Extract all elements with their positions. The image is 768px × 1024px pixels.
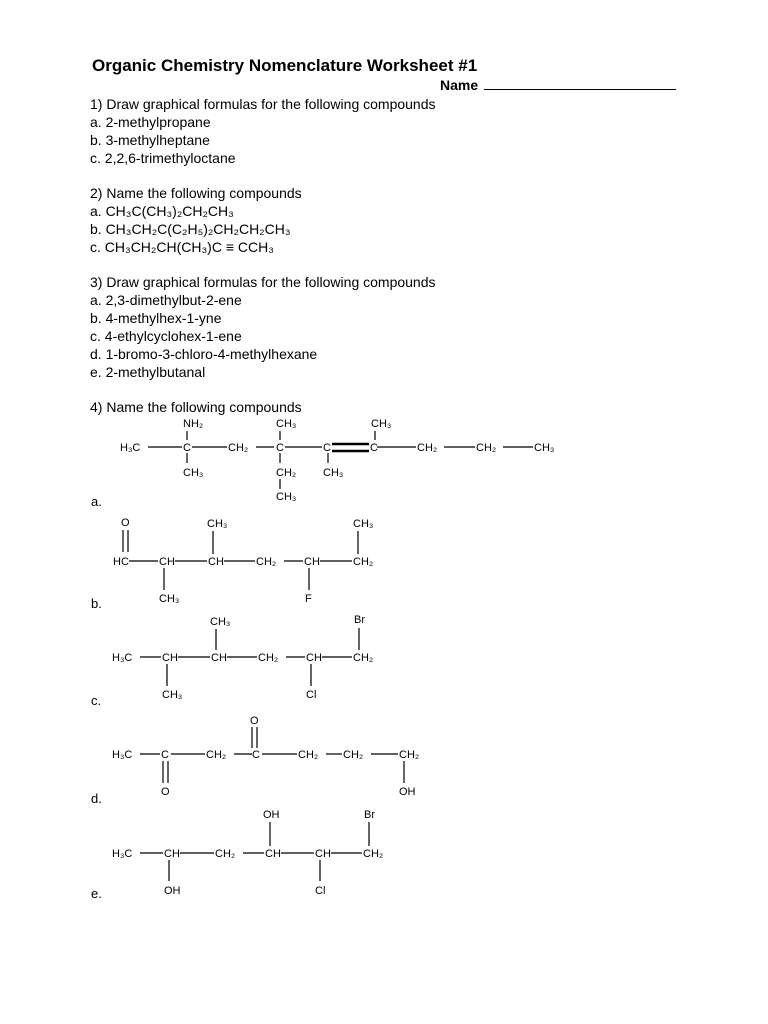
d-c2: C [161,749,169,761]
a-ch2-2: CH₂ [417,442,438,454]
e-ch-2: CH [164,848,180,860]
b-ch2-end: CH₂ [353,556,374,568]
a-nh2: NH₂ [183,418,204,430]
q4-letter-a: a. [91,494,102,509]
c-ch2: CH₂ [258,652,279,664]
q3-item-d: d. 1-bromo-3-chloro-4-methylhexane [90,346,318,362]
q2-item-a: a. CH₃C(CH₃)₂CH₂CH₃ [90,203,234,219]
d-h3c: H₃C [112,749,133,761]
worksheet-title: Organic Chemistry Nomenclature Worksheet #1 [92,56,478,75]
d-o-top: O [250,715,259,727]
e-oh-low: OH [164,885,181,897]
e-ch2-end: CH₂ [363,848,384,860]
c-h3c: H₃C [112,652,133,664]
a-c5: C [323,442,331,454]
d-c4: C [252,749,260,761]
e-cl: Cl [315,885,326,897]
q3-item-a: a. 2,3-dimethylbut-2-ene [90,292,242,308]
b-o: O [121,517,130,529]
a-c2: C [183,442,191,454]
q1-item-b: b. 3-methylheptane [90,132,210,148]
structure-a [0,410,768,510]
e-ch-5: CH [315,848,331,860]
c-ch-5: CH [306,652,322,664]
a-c4: C [276,442,284,454]
q2-prompt: 2) Name the following compounds [90,185,302,201]
q4-letter-b: b. [91,596,102,611]
e-h3c: H₃C [112,848,133,860]
a-c6: C [370,442,378,454]
q2-item-b: b. CH₃CH₂C(C₂H₅)₂CH₂CH₂CH₃ [90,221,291,237]
a-ch3-end: CH₃ [534,442,555,454]
c-ch3-low2: CH₃ [162,689,183,701]
q4-letter-d: d. [91,791,102,806]
e-ch-4: CH [265,848,281,860]
q3-item-e: e. 2-methylbutanal [90,364,206,380]
q1-prompt: 1) Draw graphical formulas for the following compounds [90,96,436,112]
a-ch2-1: CH₂ [228,442,249,454]
b-ch-3: CH [208,556,224,568]
b-ch3-top6: CH₃ [353,518,374,530]
d-ch2-1: CH₂ [206,749,227,761]
name-label: Name [440,77,479,93]
a-ch3-top2: CH₃ [276,418,297,430]
c-ch2-end: CH₂ [353,652,374,664]
b-ch-2: CH [159,556,175,568]
structure-d [0,705,768,805]
q1-item-c: c. 2,2,6-trimethyloctane [90,150,236,166]
d-ch2-end: CH₂ [399,749,420,761]
c-ch-2: CH [162,652,178,664]
d-ch2-3: CH₂ [343,749,364,761]
q3-item-b: b. 4-methylhex-1-yne [90,310,222,326]
d-oh: OH [399,786,416,798]
b-ch2: CH₂ [256,556,277,568]
a-ch2-side: CH₂ [276,467,297,479]
a-ch3-low5: CH₃ [323,467,344,479]
b-hc: HC [113,556,129,568]
e-ch2: CH₂ [215,848,236,860]
q2-item-c: c. CH₃CH₂CH(CH₃)C ≡ CCH₃ [90,239,274,255]
a-ch3-top6: CH₃ [371,418,392,430]
b-ch3-low2: CH₃ [159,593,180,605]
c-cl: Cl [306,689,317,701]
q4-prompt: 4) Name the following compounds [90,399,302,415]
b-f: F [305,593,312,605]
c-ch3-top3: CH₃ [210,616,231,628]
a-h3c: H₃C [120,442,141,454]
c-br: Br [354,614,365,626]
d-o-low: O [161,786,170,798]
a-ch3-low1: CH₃ [183,467,204,479]
structure-b [0,510,768,610]
q3-item-c: c. 4-ethylcyclohex-1-ene [90,328,242,344]
a-ch2-3: CH₂ [476,442,497,454]
b-ch3-top3: CH₃ [207,518,228,530]
a-ch3-side: CH₃ [276,491,297,503]
b-ch-5: CH [304,556,320,568]
c-ch-3: CH [211,652,227,664]
structure-c [0,605,768,705]
name-blank-line[interactable] [484,77,676,90]
e-br: Br [364,809,375,821]
name-field[interactable] [440,77,676,93]
q4-letter-c: c. [91,693,102,708]
d-ch2-2: CH₂ [298,749,319,761]
q3-prompt: 3) Draw graphical formulas for the following compounds [90,274,436,290]
q4-letter-e: e. [91,886,102,901]
q1-item-a: a. 2-methylpropane [90,114,211,130]
structure-e [0,800,768,900]
e-oh-top: OH [263,809,280,821]
